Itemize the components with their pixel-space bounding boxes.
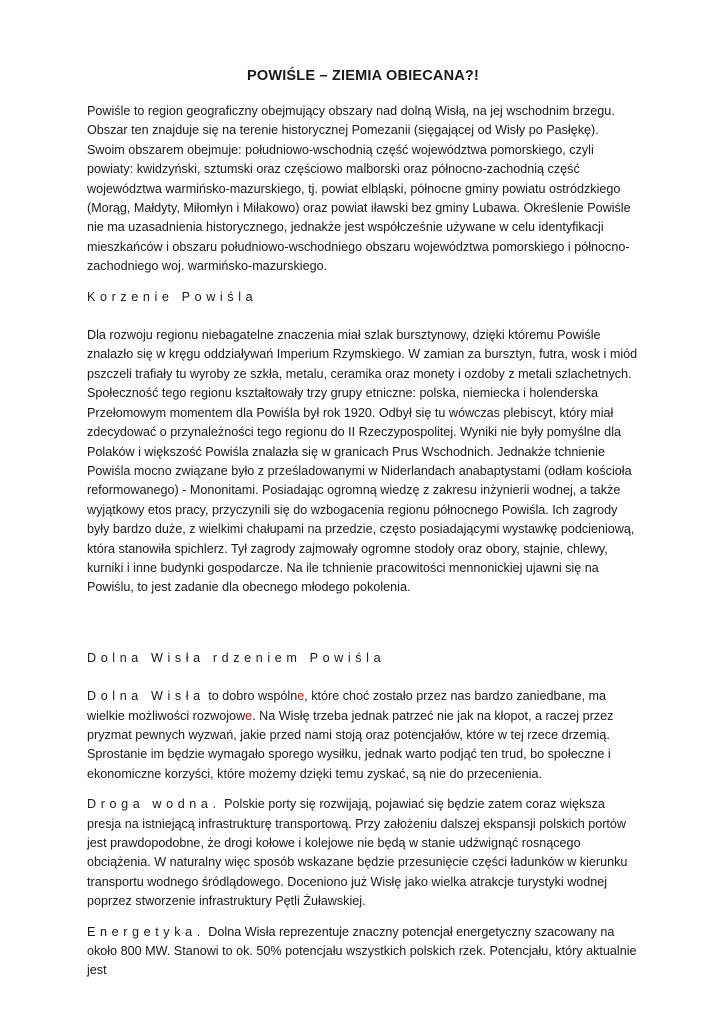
text-segment: . Na Wisłę trzeba jednak patrzeć nie jak na kłopot, a raczej przez pryzmat pewnych wyzwań, jakie przed nami stoją oraz potencjałów, które w tej rzece drzemią. Sprostanie im będzie wymagało sporego wysiłku, jednak warto podjąć ten trud, bo społeczne i ekonomiczne korzyści, które możemy dzięki temu zyskać, są nie do przecenienia.: [87, 708, 614, 781]
paragraph-dolna-wisla: [87, 687, 639, 784]
lead-droga-wodna: Droga wodna.: [87, 797, 221, 812]
section-heading-dolna-wisla: Dolna Wisła rdzeniem Powiśla: [87, 650, 386, 665]
section-heading-korzenie: Korzenie Powiśla: [87, 289, 258, 304]
highlighted-letter: e: [297, 689, 305, 704]
paragraph-droga-wodna: [87, 795, 639, 911]
section-korzenie-paragraph: Dla rozwoju regionu niebagatelne znaczenia miał szlak bursztynowy, dzięki któremu Powiśle znalazło się w kręgu oddziaływań Imperium Rzymskiego. W zamian za bursztyn, futra, wosk i miód pszczeli trafiały tu wyroby ze szkła, metalu, ceramika oraz monety i ozdoby z metali szlachetnych. Społeczność tego regionu kształtowały trzy grupy etniczne: polska, niemiecka i holenderska Przełomowym momentem dla Powiśla był rok 1920. Odbył się tu wówczas plebiscyt, który miał zdecydować o przynależności tego regionu do II Rzeczypospolitej. Wyniki nie były pomyślne dla Polaków i większość Powiśla znalazła się w granicach Prus Wschodnich. Jednakże tchnienie Powiśla mocno związane było z prześladowanymi w Niderlandach anabaptystami (odłam kościoła reformowanego) - Mononitami. Posiadając ogromną wiedzę z zakresu inżynierii wodnej, a także wyjątkowy etos pracy, przyczynili się do wzbogacenia regionu północnego Powiśla. Ich zagrody były bardzo duże, z wielkimi chałupami na przedzie, często posiadającymi wystawkę podcieniową, która stanowiła spichlerz. Tył zagrody zajmowały ogromne stodoły oraz obory, stajnie, chlewy, kurniki i inne budynki gospodarcze. Na ile tchnienie pracowitości mennonickiej ujawni się na Powiślu, to jest zadanie dla obecnego młodego pokolenia.: [87, 328, 638, 595]
lead-energetyka: Energetyka.: [87, 924, 205, 939]
lead-dolna-wisla: Dolna Wisła: [87, 689, 205, 704]
intro-paragraph: Powiśle to region geograficzny obejmujący obszary nad dolną Wisłą, na jej wschodnim brzegu. Obszar ten znajduje się na terenie historycznej Pomezanii (sięgającej od Wisły po Pasłękę). Swoim obszarem obejmuje: południowo-wschodnią część województwa pomorskiego, czyli powiaty: kwidzyński, sztumski oraz częściowo malborski oraz północno-zachodnią część województwa warmińsko-mazurskiego, tj. powiat elbląski, północne gminy powiatu ostródzkiego (Morąg, Małdyty, Miłomłyn i Miłakowo) oraz powiat iławski bez gminy Lubawa. Określenie Powiśle nie ma uzasadnienia historycznego, jednakże jest współcześnie używane w celu identyfikacji mieszkańców i obszaru południowo-wschodniego obszaru województwa pomorskiego i północno-zachodniego woj. warmińsko-mazurskiego.: [87, 104, 631, 274]
paragraph-energetyka: [87, 923, 639, 981]
text-segment: Polskie porty się rozwijają, pojawiać się będzie zatem coraz większa presja na istniejącą infrastrukturę transportową. Przy założeniu dalszej ekspansji polskich portów jest prawdopodobne, że drogi kołowe i kolejowe nie będą w stanie udźwignąć rosnącego obciążenia. W naturalny więc sposób wskazane będzie przesunięcie części ładunków w kierunku transportu wodnego śródlądowego. Doceniono już Wisłę jako wielka atrakcje turystyki wodnej poprzez stworzenie infrastruktury Pętli Żuławskiej.: [87, 797, 628, 909]
spacer: [87, 609, 639, 649]
document-title: POWIŚLE – ZIEMIA OBIECANA?!: [246, 68, 480, 84]
highlighted-letter: e: [245, 708, 253, 723]
text-segment: to dobro wspóln: [204, 689, 298, 704]
document-page: [87, 68, 639, 992]
text-segment: Dolna Wisła reprezentuje znaczny potencjał energetyczny szacowany na około 800 MW. Stanowi to ok. 50% potencjału wszystkich polskich rzek. Potencjału, który aktualnie jest: [87, 924, 637, 978]
text-segment: , które choć zostało przez nas bardzo zaniedbane, ma wielkie możliwości rozwojow: [87, 689, 606, 723]
